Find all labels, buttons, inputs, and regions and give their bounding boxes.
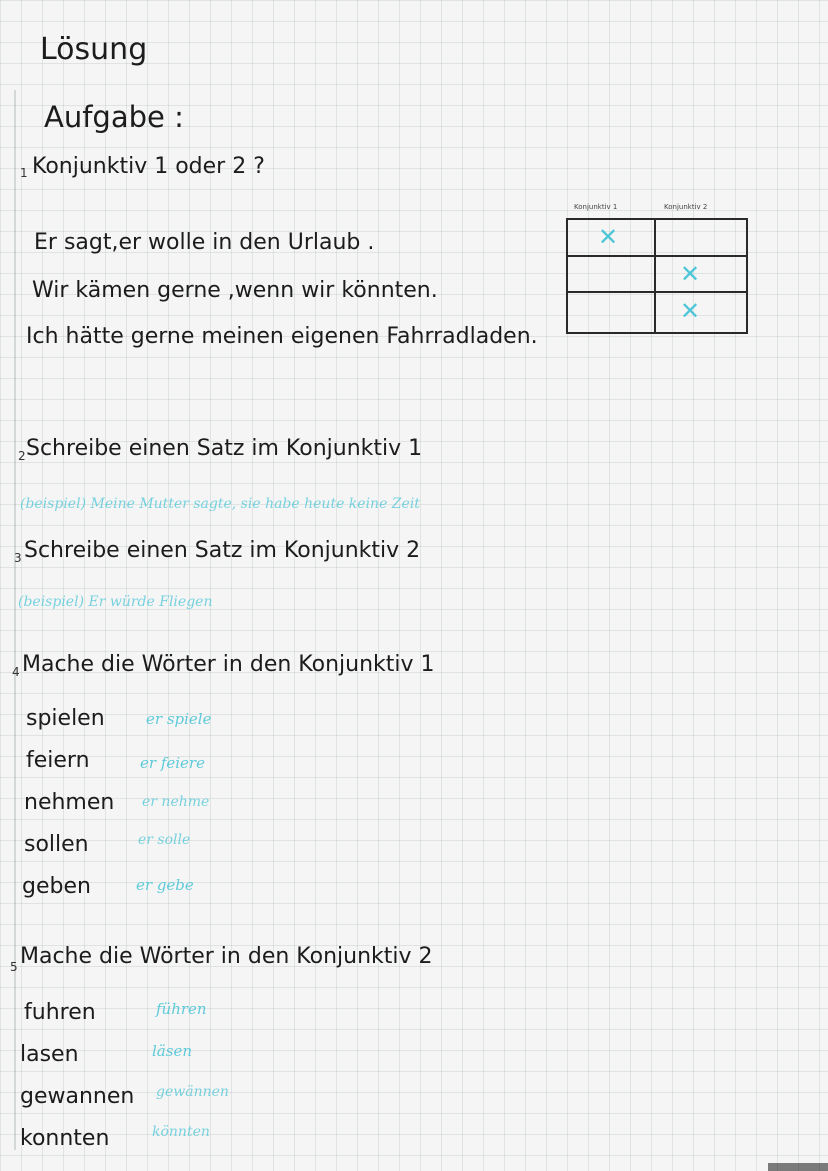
q1-sentence-2: Wir kämen gerne ,wenn wir könnten. — [32, 278, 438, 303]
table-header-konjunktiv-1: Konjunktiv 1 — [574, 203, 618, 211]
question-5-number: 5 — [10, 960, 18, 974]
question-5-text: Mache die Wörter in den Konjunktiv 2 — [20, 944, 433, 969]
table-row-divider — [568, 291, 746, 293]
question-4-text: Mache die Wörter in den Konjunktiv 1 — [22, 652, 435, 677]
q4-answer-feiern: er feiere — [140, 754, 205, 772]
question-3-text: Schreibe einen Satz im Konjunktiv 2 — [24, 538, 421, 563]
question-1-number: 1 — [20, 166, 28, 180]
q4-answer-geben: er gebe — [136, 876, 194, 894]
q5-answer-lasen: läsen — [152, 1042, 192, 1060]
q4-word-feiern: feiern — [26, 748, 90, 773]
question-2-number: 2 — [18, 449, 26, 463]
q4-answer-sollen: er solle — [138, 832, 191, 848]
q5-word-lasen: lasen — [20, 1042, 79, 1067]
question-3-number: 3 — [14, 551, 22, 565]
q5-word-gewannen: gewannen — [20, 1084, 135, 1109]
question-2-answer: (beispiel) Meine Mutter sagte, sie habe heute keine Zeit — [20, 496, 420, 512]
cross-mark-icon: ✕ — [598, 223, 619, 251]
task-heading: Aufgabe : — [44, 100, 184, 134]
cross-mark-icon: ✕ — [680, 260, 701, 288]
page-margin-line — [14, 90, 16, 1150]
cross-mark-icon: ✕ — [680, 297, 701, 325]
q5-word-konnten: konnten — [20, 1126, 110, 1151]
konjunktiv-answer-table — [566, 218, 748, 334]
q4-word-geben: geben — [22, 874, 91, 899]
table-header-konjunktiv-2: Konjunktiv 2 — [664, 203, 708, 211]
page-edge-shadow — [768, 1163, 828, 1171]
q5-word-fuhren: fuhren — [24, 1000, 96, 1025]
q4-word-sollen: sollen — [24, 832, 89, 857]
q4-word-spielen: spielen — [26, 706, 105, 731]
question-1-text: Konjunktiv 1 oder 2 ? — [32, 154, 265, 179]
question-4-number: 4 — [12, 665, 20, 679]
q1-sentence-3: Ich hätte gerne meinen eigenen Fahrradladen. — [26, 324, 538, 349]
q4-word-nehmen: nehmen — [24, 790, 115, 815]
q4-answer-nehmen: er nehme — [142, 794, 210, 810]
question-2-text: Schreibe einen Satz im Konjunktiv 1 — [26, 436, 423, 461]
table-row-divider — [568, 255, 746, 257]
q1-sentence-1: Er sagt,er wolle in den Urlaub . — [34, 230, 375, 255]
q5-answer-konnten: könnten — [152, 1124, 210, 1140]
q5-answer-fuhren: führen — [156, 1000, 207, 1018]
q5-answer-gewannen: gewännen — [156, 1084, 229, 1100]
page-title: Lösung — [40, 32, 148, 67]
table-column-divider — [654, 220, 656, 332]
q4-answer-spielen: er spiele — [146, 710, 212, 728]
question-3-answer: (beispiel) Er würde Fliegen — [18, 594, 213, 610]
